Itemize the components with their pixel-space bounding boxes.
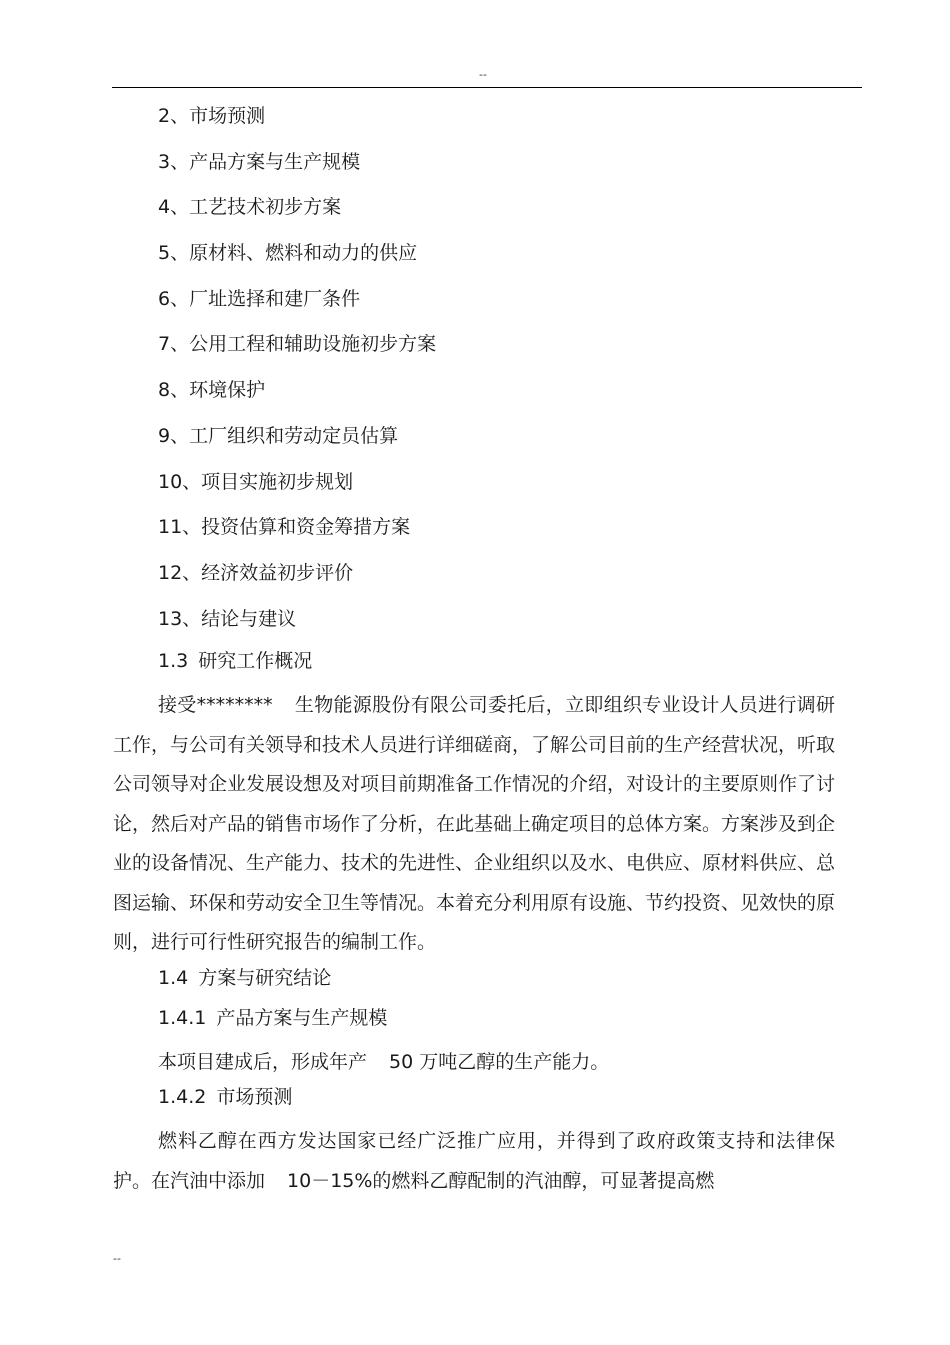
document-body bbox=[113, 646, 835, 1201]
paragraph-research-overview bbox=[113, 686, 835, 963]
toc-item: 3、产品方案与生产规模 bbox=[158, 150, 361, 173]
section-number: 1.4.2 bbox=[158, 1086, 207, 1108]
paragraph-text: 10－15%的燃料乙醇配制的汽油醇，可显著提高燃 bbox=[287, 1169, 715, 1192]
header-rule bbox=[112, 87, 862, 88]
section-number: 1.4 bbox=[158, 966, 189, 989]
section-heading-1-3 bbox=[158, 646, 835, 686]
section-number: 1.3 bbox=[158, 650, 189, 672]
toc-item: 6、厂址选择和建厂条件 bbox=[158, 287, 361, 310]
section-title: 研究工作概况 bbox=[198, 650, 313, 672]
section-title: 市场预测 bbox=[216, 1086, 293, 1108]
paragraph-text: 生物能源股份有限公司委托后，立即组织专业设计人员进行调研工作，与公司有关领导和技术人员进行详细磋商，了解公司目前的生产经营状况，听取公司领导对企业发展设想及对项目前期准备工作情况的介绍，对设计的主要原则作了讨论，然后对产品的销售市场作了分析，在此基础上确定项目的总体方案。方案涉及到企业的设备情况、生产能力、技术的先进性、企业组织以及水、电供应、原材料供应、总图运输、环保和劳动安全卫生等情况。本着充分利用原有设施、节约投资、见效快的原则，进行可行性研究报告的编制工作。 bbox=[113, 694, 836, 953]
toc-item: 5、原材料、燃料和动力的供应 bbox=[158, 242, 418, 265]
paragraph-text: 本项目建成后，形成年产 bbox=[158, 1050, 368, 1073]
toc-item: 11、投资估算和资金筹措方案 bbox=[158, 516, 411, 539]
section-title: 方案与研究结论 bbox=[198, 966, 332, 989]
header-mark: -- bbox=[479, 68, 487, 81]
toc-item: 13、结论与建议 bbox=[158, 607, 297, 630]
paragraph-production-capacity bbox=[113, 1043, 835, 1083]
paragraph-text: 燃料乙醇在西方发达国家已经广泛推广应用，并得到了政府政策支持和法律保护。在汽油中添加 bbox=[113, 1130, 835, 1192]
section-number: 1.4.1 bbox=[158, 1006, 207, 1029]
toc-item: 12、经济效益初步评价 bbox=[158, 561, 354, 584]
toc-item: 2、市场预测 bbox=[158, 105, 266, 127]
toc-list bbox=[158, 103, 436, 651]
section-heading-1-4-1 bbox=[158, 1003, 835, 1043]
section-heading-1-4-2 bbox=[158, 1082, 835, 1122]
paragraph-lead: 接受******** bbox=[158, 694, 273, 716]
toc-item: 9、工厂组织和劳动定员估算 bbox=[158, 424, 399, 447]
paragraph-market-forecast bbox=[113, 1122, 835, 1201]
section-heading-1-4 bbox=[158, 963, 835, 1003]
section-title: 产品方案与生产规模 bbox=[216, 1006, 388, 1029]
toc-item: 7、公用工程和辅助设施初步方案 bbox=[158, 333, 437, 356]
footer-mark: -- bbox=[113, 1252, 121, 1265]
toc-item: 10、项目实施初步规划 bbox=[158, 470, 354, 493]
toc-item: 8、环境保护 bbox=[158, 379, 266, 402]
toc-item: 4、工艺技术初步方案 bbox=[158, 196, 342, 219]
paragraph-text: 50 万吨乙醇的生产能力。 bbox=[389, 1050, 610, 1073]
